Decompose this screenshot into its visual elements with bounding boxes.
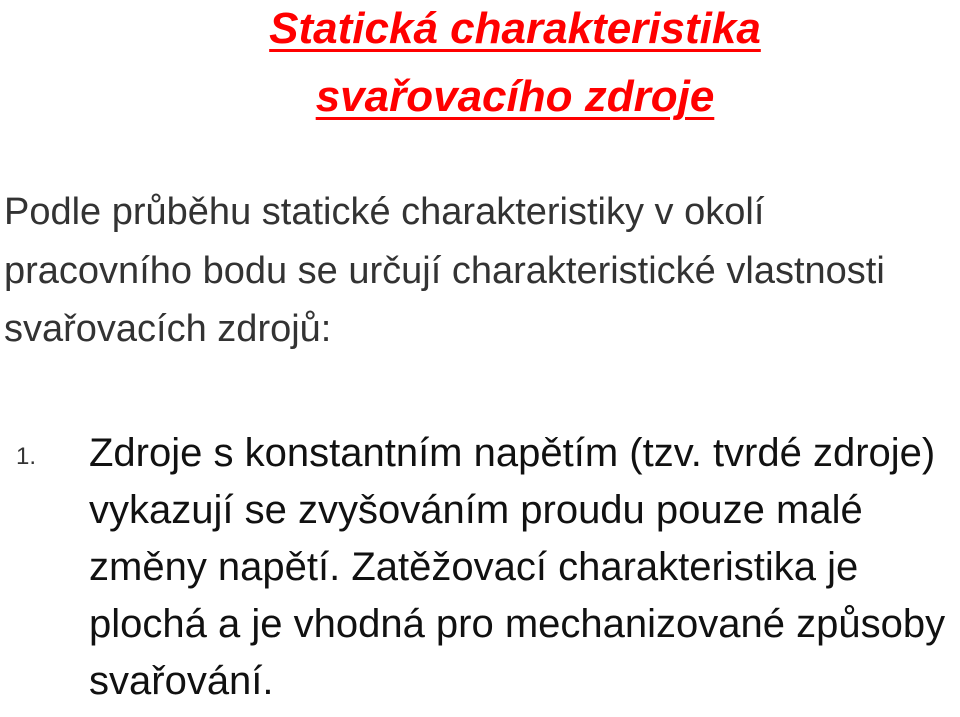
title-line-2-text: svařovacího zdroje [315, 72, 715, 121]
title-line-1 [70, 3, 960, 55]
list-item-number: 1. [16, 443, 37, 470]
intro-paragraph: Podle průběhu statické charakteristiky v okolí pracovního bodu se určují charakteristické vlastnosti svařovacích zdrojů: [4, 191, 885, 350]
list-item-text: Zdroje s konstantním napětím (tzv. tvrdé zdroje) vykazují se zvyšováním proudu pouze malé změny napětí. Zatěžovací charakteristika je plochá a je vhodná pro mechanizované způsoby svařování. [89, 431, 946, 703]
title-line-2 [70, 71, 960, 123]
title-line-1-text: Statická charakteristika [269, 4, 761, 53]
slide-title [0, 0, 960, 123]
